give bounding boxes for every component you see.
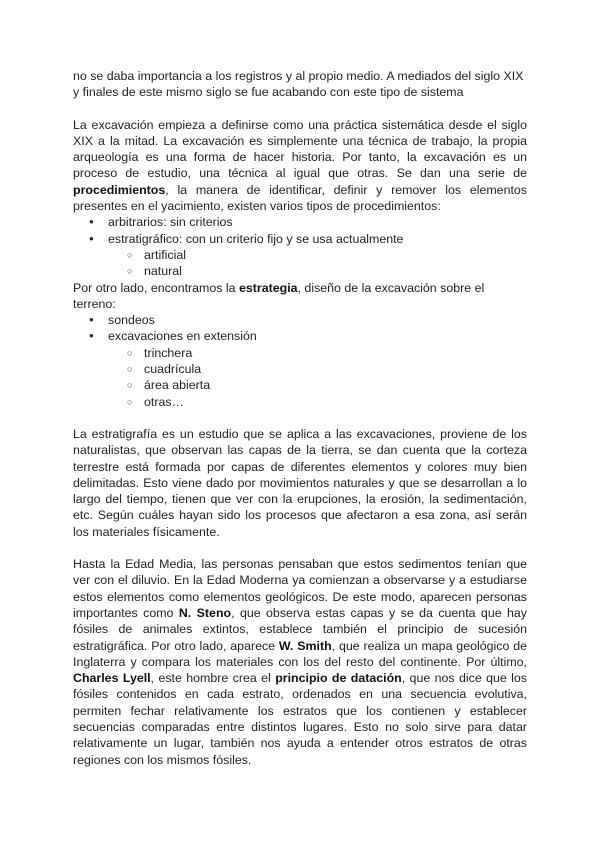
- historia-text: , que realiza un mapa geológico de Inglaterra y compara los materiales con los del resto del continente. Por último,: [73, 638, 527, 669]
- intro-paragraph: no se daba importancia a los registros y al propio medio. A mediados del siglo XIX y finales de este mismo siglo se fue acabando con este tipo de sistema: [73, 69, 524, 100]
- estrategia-text-before: Por otro lado, encontramos la: [73, 280, 239, 295]
- historia-text: , que observa estas capas y se da cuenta que hay fósiles de animales extintos, establece también el principio de sucesión estratigráfica. Por otro lado, aparece: [73, 605, 527, 653]
- excavacion-paragraph: [73, 117, 527, 215]
- procedimientos-list: [73, 214, 527, 279]
- historia-paragraph: [73, 556, 527, 768]
- estrategia-text-after: , diseño de la excavación sobre el terreno:: [73, 280, 485, 311]
- estrategia-term: estrategia: [239, 280, 298, 295]
- sublist-item: ○ área abierta: [73, 377, 527, 393]
- estrategia-paragraph: [73, 280, 527, 313]
- list-item: ● excavaciones en extensión: [73, 328, 527, 344]
- historia-text: Hasta la Edad Media, las personas pensaban que estos sedimentos tenían que ver con el diluvio. En la Edad Moderna ya comienzan a observarse y a estudiarse estos elementos como elementos geológicos. De este modo, aparecen personas importantes como: [73, 557, 527, 620]
- sublist-item: ○ natural: [73, 263, 527, 279]
- paragraph-gap: [73, 101, 527, 117]
- smith-name: W. Smith: [278, 638, 332, 653]
- historia-text: , este hombre crea el: [150, 671, 276, 686]
- paragraph-gap: [73, 540, 527, 556]
- sublist-item: ○ otras…: [73, 394, 527, 410]
- procedimientos-term: procedimientos: [73, 182, 166, 197]
- historia-text: , que nos dice que los fósiles contenidos en cada estrato, ordenados en una secuencia evolutiva, permiten fechar relativamente los estratos que los contienen y establecer secuencias comparadas entre distintos lugares. Esto no solo sirve para datar relativamente un lugar, también nos ayuda a entender otros estratos de otras regiones con los mismos fósiles.: [73, 671, 527, 767]
- steno-name: N. Steno: [178, 605, 232, 620]
- paragraph-gap: [73, 410, 527, 426]
- datacion-term: principio de datación: [275, 671, 402, 686]
- sublist-item: ○ cuadrícula: [73, 361, 527, 377]
- document-page: [73, 68, 527, 768]
- sublist-item: ○ artificial: [73, 247, 527, 263]
- excavacion-text-after: , la manera de identificar, definir y remover los elementos presentes en el yacimiento, existen varios tipos de procedimientos:: [73, 182, 527, 214]
- excavacion-text-before: La excavación empieza a definirse como una práctica sistemática desde el siglo XIX a la mitad. La excavación es simplemente una técnica de trabajo, la propia arqueología es una forma de hacer historia. Por tanto, la excavación es un proceso de estudio, una técnica al igual que otras. Se dan una serie de: [73, 117, 527, 181]
- estratigrafia-paragraph: La estratigrafía es un estudio que se aplica a las excavaciones, proviene de los naturalistas, que observan las capas de la tierra, se dan cuenta que la corteza terrestre está formada por capas de diferentes elementos y colores muy bien delimitadas. Esto viene dado por movimientos naturales y que se desarrollan a lo largo del tiempo, tienen que ver con la erupciones, la erosión, la sedimentación, etc. Según cuáles hayan sido los procesos que afectaron a esa zona, así serán los materiales físicamente.: [73, 426, 527, 539]
- list-item: ● sondeos: [73, 312, 527, 328]
- lyell-name: Charles Lyell: [73, 671, 151, 686]
- estrategia-list: [73, 312, 527, 410]
- list-item: ● arbitrarios: sin criterios: [73, 214, 527, 230]
- sublist-item: ○ trinchera: [73, 345, 527, 361]
- list-item: ● estratigráfico: con un criterio fijo y se usa actualmente: [73, 231, 527, 247]
